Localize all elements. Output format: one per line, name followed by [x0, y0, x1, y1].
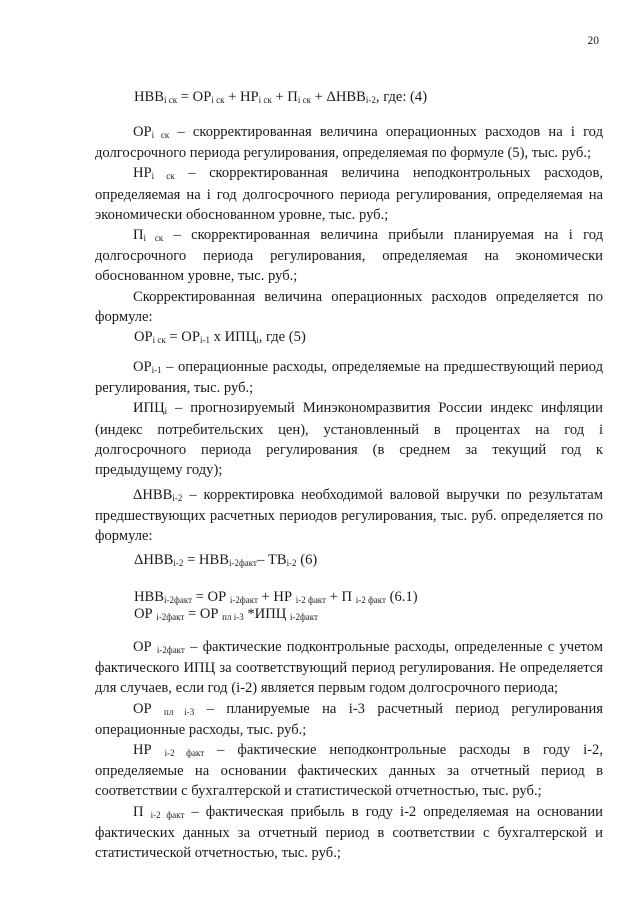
definitions-block-2 [95, 357, 603, 480]
formula-6-2 [134, 604, 318, 625]
formula-subscript: i ск [297, 95, 311, 105]
definition-text: – прогнозируемый Минэкономразвития России индекс инфляции (индекс потребительских цен), установленный в процентах на год i долгосрочного периода регулирования (в среднем за текущий год к предыдущему году); [95, 400, 603, 479]
symbol: ОР [133, 124, 152, 140]
symbol: ОР [133, 359, 152, 375]
paragraph-formula5-intro: Скорректированная величина операционных расходов определяется по формуле: [95, 288, 603, 325]
symbol-subscript: i ск [151, 171, 175, 182]
symbol: ΔНВВ [133, 487, 173, 503]
formula-subscript: i-2 [365, 95, 376, 105]
formula-subscript: i ск [258, 95, 272, 105]
symbol-subscript: пл i-3 [164, 706, 195, 717]
symbol: НР [133, 742, 165, 759]
formula-text: + НР [257, 589, 296, 605]
symbol-subscript: i [164, 406, 168, 417]
definitions-block-3 [95, 485, 603, 547]
formula-subscript: i-2 [173, 558, 184, 568]
symbol: ИПЦ [133, 400, 165, 417]
formula-text: – ТВ [256, 552, 287, 568]
formula-text: *ИПЦ [243, 606, 290, 622]
definitions-block-4 [95, 637, 603, 863]
symbol: П [133, 227, 144, 244]
symbol: НР [133, 165, 152, 182]
symbol-subscript: i-2 факт [164, 748, 205, 759]
formula-text: , где: (4) [375, 89, 428, 105]
symbol-subscript: i ск [143, 233, 164, 244]
formula-text: = ОР [192, 589, 230, 605]
definition-text: – скорректированная величина прибыли планируемая на i год долгосрочного периода регулирования, определяемая на экономически обоснованном уровне, тыс. руб.; [95, 227, 603, 285]
formula-5 [134, 327, 306, 348]
formula-text: = НВВ [183, 552, 229, 568]
definition-text: – скорректированная величина неподконтрольных расходов, определяемая на i год долгосрочного периода регулирования, определяемая на экономически обоснованном уровне, тыс. руб.; [95, 165, 604, 223]
symbol: П [133, 803, 151, 820]
formula-subscript: пл i-3 [222, 612, 244, 622]
formula-subscript: i-2факт [156, 612, 185, 622]
formula-text: = ОР [165, 329, 200, 345]
page-number: 20 [587, 35, 599, 47]
formula-subscript: i-2 [286, 558, 297, 568]
paragraph-delta-definition [95, 485, 603, 547]
formula-subscript: i ск [152, 335, 166, 345]
formula-subscript: i-2факт [164, 595, 193, 605]
formula-text: + НР [224, 89, 259, 105]
symbol-subscript: i-2 факт [150, 809, 185, 820]
formula-subscript: i [256, 335, 259, 345]
symbol-subscript: i-2 [172, 493, 183, 503]
paragraph-op-fact-definition [95, 637, 603, 699]
definition-text: – фактическая прибыль в году i-2 определяемая на основании фактических данных за отчетный период в соответствии с бухгалтерской и статистической отчетностью, тыс. руб.; [95, 803, 603, 862]
formula-subscript: i-2факт [229, 595, 258, 605]
formula-text: ОР [134, 329, 153, 345]
formula-6 [134, 550, 317, 571]
paragraph-op-prev-definition [95, 357, 603, 398]
formula-text: ΔНВВ [134, 552, 174, 568]
symbol: ОР [133, 639, 157, 655]
formula-text: (6.1) [385, 589, 418, 605]
formula-subscript: i-2 факт [295, 595, 326, 605]
symbol: ОР [133, 700, 165, 717]
definition-text: – скорректированная величина операционных расходов на i год долгосрочного периода регулирования, определяемая по формуле (5), тыс. руб.; [95, 124, 603, 162]
definition-text: – фактические подконтрольные расходы, определенные с учетом фактического ИПЦ за соответствующий период регулирования. Не определяется для случаев, если год (i-2) является первым годом долгосрочного периода; [95, 639, 603, 697]
paragraph-npr-definition [95, 163, 603, 225]
paragraph-op-plan-definition [95, 699, 603, 740]
formula-4 [134, 87, 427, 108]
formula-subscript: i-2факт [228, 558, 257, 568]
formula-text: + ΔНВВ [310, 89, 366, 105]
formula-text: = ОР [184, 606, 223, 622]
symbol-subscript: i-2факт [156, 645, 185, 655]
formula-text: х ИПЦ [209, 329, 257, 345]
definition-text: – корректировка необходимой валовой выручки по результатам предшествующих расчетных периодов регулирования, тыс. руб. определяется по формуле: [95, 487, 603, 545]
formula-subscript: i-1 [199, 335, 210, 345]
symbol-subscript: i ск [151, 130, 170, 140]
symbol-subscript: i-1 [151, 365, 162, 375]
paragraph-opr-definition [95, 122, 603, 163]
definition-text: – планируемые на i-3 расчетный период регулирования операционные расходы, тыс. руб.; [95, 700, 603, 738]
paragraph-profit-fact-definition [95, 802, 603, 864]
definition-text: – фактические неподконтрольные расходы в году i-2, определяемые на основании фактических данных за отчетный период в соответствии с бухгалтерской и статистической отчетностью, тыс. руб.; [95, 742, 603, 800]
formula-text: = ОР [177, 89, 212, 105]
formula-subscript: i ск [164, 95, 178, 105]
formula-subscript: i ск [211, 95, 225, 105]
paragraph-profit-definition [95, 225, 603, 287]
formula-text: ОР [134, 606, 157, 622]
paragraph-ipc-definition [95, 398, 603, 480]
definitions-block-1 [95, 122, 603, 327]
formula-subscript: i-2факт [289, 612, 318, 622]
formula-text: НВВ [134, 89, 165, 105]
formula-text: , где (5) [258, 329, 306, 345]
definition-text: – операционные расходы, определяемые на предшествующий период регулирования, тыс. руб.; [95, 359, 603, 397]
formula-text: (6) [296, 552, 318, 568]
formula-text: НВВ [134, 589, 165, 605]
formula-subscript: i-2 факт [355, 595, 386, 605]
formula-text: + П [326, 589, 356, 605]
paragraph-npr-fact-definition [95, 740, 603, 802]
formula-text: + П [271, 89, 298, 105]
